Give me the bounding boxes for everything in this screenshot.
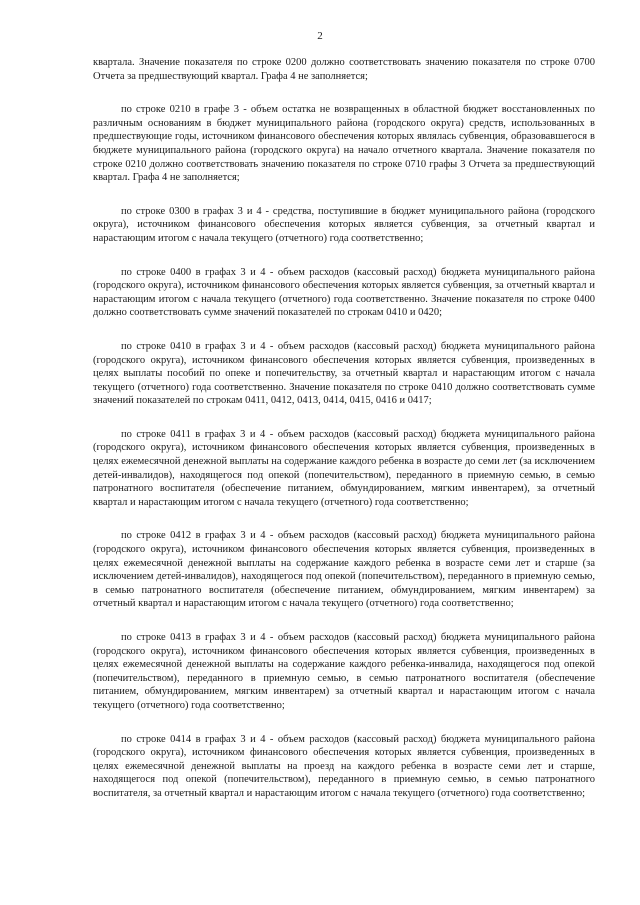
paragraph-line-0210: по строке 0210 в графе 3 - объем остатка не возвращенных в областной бюджет восстановленных по различным основаниям в бюджет муниципального района (городского округа) средств, использованных в предшествующие годы, источником финансового обеспечения которых являлась субвенция, образовавшегося в бюджете муниципального района (городского округа) на начало отчетного квартала. Значение показателя по строке 0210 должно соответствовать значению показателя по строке 0710 графы 3 Отчета за предшествующий квартал. Графа 4 не заполняется; [93, 104, 595, 184]
paragraph-continuation: кварталa. Значение показателя по строке 0200 должно соответствовать значению показателя по строке 0700 Отчета за предшествующий квартал. Графа 4 не заполняется; [93, 57, 595, 82]
paragraph-line-0411: по строке 0411 в графах 3 и 4 - объем расходов (кассовый расход) бюджета муниципального района (городского округа), источником финансового обеспечения которых является субвенция, произведенных в целях ежемесячной денежной выплаты на содержание каждого ребенка в возрасте до семи лет (за исключением детей-инвалидов), находящегося под опекой (попечительством), переданного в приемную семью, в семью патронатного воспитателя (обеспечение питанием, обмундированием, мягким инвентарем), за отчетный квартал и нарастающим итогом с начала текущего (отчетного) года соответственно; [93, 428, 595, 508]
page-number: 2 [317, 30, 323, 42]
paragraph-line-0410: по строке 0410 в графах 3 и 4 - объем расходов (кассовый расход) бюджета муниципального района (городского округа), источником финансового обеспечения которых является субвенция, произведенных в целях выплаты пособий по опеке и попечительству, за отчетный квартал и нарастающим итогом с начала текущего (отчетного) года соответственно. Значение показателя по строке 0410 должно соответствовать сумме значений показателей по строкам 0411, 0412, 0413, 0414, 0415, 0416 и 0417; [93, 340, 595, 407]
paragraph-line-0412: по строке 0412 в графах 3 и 4 - объем расходов (кассовый расход) бюджета муниципального района (городского округа), источником финансового обеспечения которых является субвенция, произведенных в целях ежемесячной денежной выплаты на содержание каждого ребенка в возрасте семи лет и старше (за исключением детей-инвалидов), находящегося под опекой (попечительством), переданного в приемную семью, в семью патронатного воспитателя (обеспечение питанием, обмундированием, мягким инвентарем) за отчетный квартал и нарастающим итогом с начала текущего (отчетного) года соответственно; [93, 530, 595, 610]
paragraph-line-0413: по строке 0413 в графах 3 и 4 - объем расходов (кассовый расход) бюджета муниципального района (городского округа), источником финансового обеспечения которых является субвенция, произведенных в целях ежемесячной денежной выплаты на содержание каждого ребенка-инвалида, находящегося под опекой (попечительством), переданного в приемную семью, в семью патронатного воспитателя (обеспечение питанием, обмундированием, мягким инвентарем) за отчетный квартал и нарастающим итогом с начала текущего (отчетного) года соответственно; [93, 632, 595, 711]
paragraph-line-0300: по строке 0300 в графах 3 и 4 - средства, поступившие в бюджет муниципального района (городского округа), источником финансового обеспечения которых является субвенция, за отчетный квартал и нарастающим итогом с начала текущего (отчетного) года соответственно; [93, 205, 595, 244]
document-body [93, 56, 595, 821]
paragraph-line-0414: по строке 0414 в графах 3 и 4 - объем расходов (кассовый расход) бюджета муниципального района (городского округа), источником финансового обеспечения которых является субвенция, произведенных в целях ежемесячной денежной выплаты на проезд на каждого ребенка в возрасте семи лет и старше, находящегося под опекой (попечительством), переданного в приемную семью, в семью патронатного воспитателя, за отчетный квартал и нарастающим итогом с начала текущего (отчетного) года соответственно; [93, 733, 595, 799]
paragraph-line-0400: по строке 0400 в графах 3 и 4 - объем расходов (кассовый расход) бюджета муниципального района (городского округа), источником финансового обеспечения которых является субвенция, за отчетный квартал и нарастающим итогом с начала текущего (отчетного) года соответственно. Значение показателя по строке 0400 должно соответствовать сумме значений показателей по строкам 0410 и 0420; [93, 266, 595, 319]
